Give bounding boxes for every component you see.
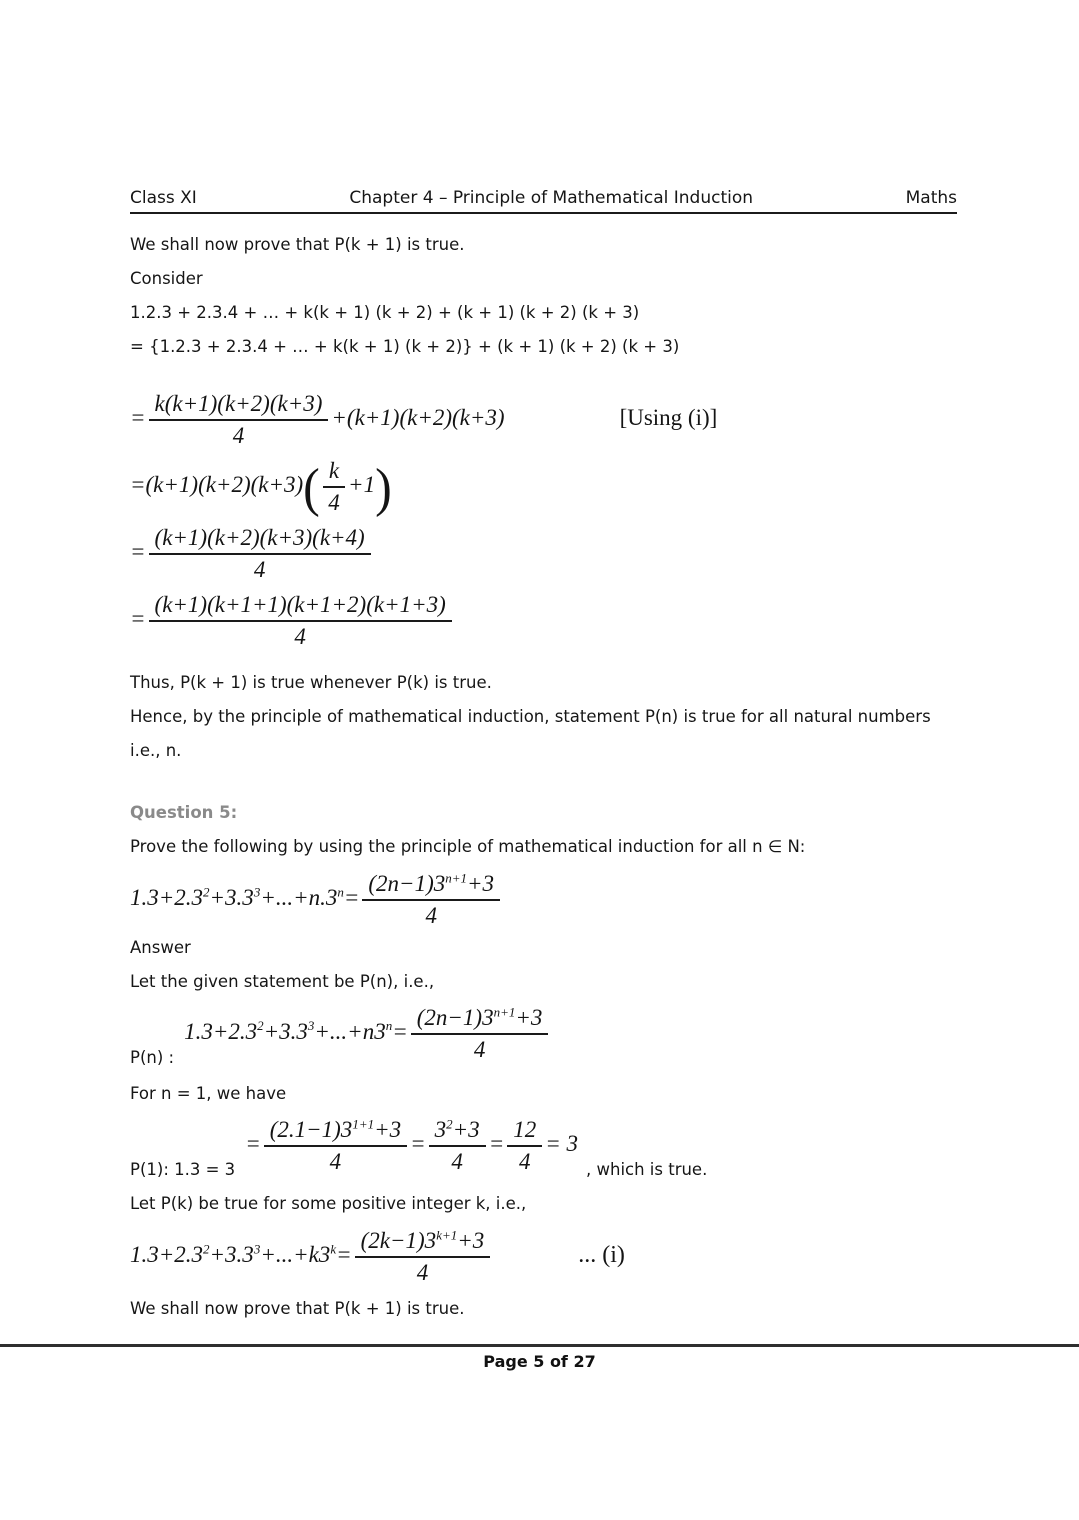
numerator-part-1: (2n−1)3: [416, 1005, 494, 1030]
equation-a3-lhs: =: [130, 538, 146, 564]
fraction: [355, 1227, 491, 1286]
using-reference: [Using (i)]: [619, 404, 718, 430]
q5-term-3: +...+n.3: [260, 884, 338, 910]
numerator-part-1: (2k−1)3: [360, 1228, 437, 1253]
eqi-term-3: +...+k3: [260, 1241, 331, 1267]
numerator-part-1: 3: [434, 1117, 447, 1142]
equation-block-q4: [130, 390, 957, 650]
equation-a2: =(k+1)(k+2)(k+3)( $\frac{k}{4}$ +1): [130, 456, 392, 517]
fraction-denominator: 4: [518, 1149, 531, 1174]
pn-sup-2: 3: [307, 1018, 315, 1034]
header-chapter-title: Chapter 4 – Principle of Mathematical Induction: [349, 188, 754, 208]
equation-a1: [130, 390, 957, 449]
eqi-term-1: 1.3+2.3: [130, 1241, 204, 1267]
numerator-part-2: +3: [467, 871, 495, 896]
pn-term-2: +3.3: [263, 1018, 308, 1044]
equation-i: [130, 1227, 957, 1286]
footer-divider: [0, 1344, 1079, 1347]
equation-a2-inner-tail: +1: [348, 471, 376, 497]
eqi-sup-3: k: [330, 1241, 337, 1257]
question-5-formula: [130, 870, 957, 929]
fraction: [411, 1004, 549, 1063]
q5-lhs: [130, 885, 359, 910]
equation-i-reference: ... (i): [578, 1241, 625, 1268]
fraction: [323, 457, 345, 516]
fraction-denominator: 4: [253, 557, 266, 582]
paragraph-for-n1: For n = 1, we have: [130, 1084, 287, 1103]
fraction-denominator: 4: [451, 1149, 463, 1174]
p1-label: P(1): 1.3 = 3: [130, 1160, 236, 1179]
fraction-denominator: 4: [328, 490, 340, 515]
page-number: Page 5 of 27: [483, 1352, 596, 1371]
paragraph-prove-top: We shall now prove that P(k + 1) is true.: [130, 235, 465, 254]
equals-sign: =: [343, 884, 360, 910]
q5-sup-1: 2: [203, 884, 210, 900]
header-class-label: Class XI: [130, 188, 197, 208]
fraction: [149, 390, 329, 449]
fraction-denominator: 4: [294, 624, 306, 649]
pn-sup-1: 2: [257, 1018, 264, 1034]
fraction-numerator: k(k+1)(k+2)(k+3): [149, 390, 329, 421]
equals-result: = 3: [545, 1130, 578, 1156]
paragraph-series-2: = {1.2.3 + 2.3.4 + … + k(k + 1) (k + 2)} + (k + 1) (k + 2) (k + 3): [130, 337, 680, 356]
equals-sign: =: [245, 1130, 261, 1156]
paragraph-thus: Thus, P(k + 1) is true whenever P(k) is true.: [130, 673, 492, 692]
paragraph-let-pk: Let P(k) be true for some positive integer k, i.e.,: [130, 1194, 527, 1213]
fraction-denominator: 4: [425, 903, 437, 928]
paragraph-series-1: 1.2.3 + 2.3.4 + … + k(k + 1) (k + 2) + (k + 1) (k + 2) (k + 3): [130, 303, 640, 322]
q5-term-1: 1.3+2.3: [130, 884, 204, 910]
numerator-sup: 1+1: [352, 1116, 375, 1132]
numerator-sup: n+1: [445, 870, 468, 886]
fraction-numerator: k: [323, 457, 345, 488]
numerator-part-1: (2.1−1)3: [269, 1117, 353, 1142]
p1-math: [245, 1116, 578, 1175]
page-header: [130, 188, 957, 214]
fraction-numerator: (k+1)(k+2)(k+3)(k+4): [149, 524, 371, 555]
equation-a4: [130, 591, 957, 650]
question-5-heading: Question 5:: [130, 803, 238, 822]
fraction-numerator: [411, 1004, 549, 1035]
numerator-part-2: +3: [374, 1117, 402, 1142]
fraction: [362, 870, 500, 929]
fraction: [507, 1116, 542, 1175]
numerator-sup: n+1: [493, 1004, 516, 1020]
numerator-part-2: +3: [515, 1005, 543, 1030]
equals-sign: =: [488, 1130, 505, 1156]
equals-sign: =: [410, 1130, 426, 1156]
pn-statement-row: [130, 1003, 957, 1075]
answer-label: Answer: [130, 938, 191, 957]
numerator-part-1: (2n−1)3: [368, 871, 446, 896]
eqi-lhs: [130, 1242, 352, 1267]
fraction: [149, 524, 371, 583]
numerator-sup: k+1: [436, 1227, 458, 1243]
fraction-denominator: 4: [473, 1037, 486, 1062]
numerator-sup: 2: [446, 1116, 453, 1132]
fraction: [264, 1116, 407, 1175]
fraction-denominator: 4: [329, 1149, 342, 1174]
paragraph-prove-bottom: We shall now prove that P(k + 1) is true.: [130, 1299, 465, 1318]
equation-a1-lhs: =: [130, 404, 146, 430]
header-subject-label: Maths: [905, 188, 957, 208]
pn-term-1: 1.3+2.3: [184, 1018, 258, 1044]
equation-a2-lhs: =(k+1)(k+2)(k+3): [130, 471, 304, 497]
equation-a1-tail: +(k+1)(k+2)(k+3): [331, 404, 505, 430]
question-5-prompt: Prove the following by using the principle of mathematical induction for all n ∈ N:: [130, 837, 806, 856]
which-is-true-text: , which is true.: [586, 1160, 708, 1179]
pn-label: P(n) :: [130, 1048, 175, 1067]
q5-sup-2: 3: [253, 884, 261, 900]
fraction-denominator: 4: [232, 423, 245, 448]
pn-term-3: +...+n3: [314, 1018, 386, 1044]
fraction-numerator: (k+1)(k+1+1)(k+1+2)(k+1+3): [149, 591, 452, 622]
fraction-numerator: [355, 1227, 491, 1258]
paragraph-let-statement: Let the given statement be P(n), i.e.,: [130, 972, 435, 991]
fraction-numerator: [429, 1116, 486, 1147]
q5-term-2: +3.3: [209, 884, 254, 910]
eqi-sup-1: 2: [203, 1241, 210, 1257]
p1-check-row: [130, 1113, 957, 1187]
paragraph-consider: Consider: [130, 269, 203, 288]
pn-sup-3: n: [385, 1018, 393, 1034]
equation-a4-lhs: =: [130, 605, 146, 631]
pn-formula: [184, 1004, 551, 1063]
equals-sign: =: [392, 1018, 408, 1044]
fraction-numerator: [264, 1116, 407, 1147]
fraction-numerator: [362, 870, 500, 901]
paragraph-hence: Hence, by the principle of mathematical induction, statement P(n) is true for all natural numbers i.e., n.: [130, 707, 931, 760]
fraction: [149, 591, 452, 650]
fraction-denominator: 4: [416, 1260, 429, 1285]
q5-sup-3: n: [337, 884, 344, 900]
equals-sign: =: [336, 1241, 352, 1267]
numerator-part-2: +3: [457, 1228, 485, 1253]
numerator-part-2: +3: [452, 1117, 480, 1142]
eqi-term-2: +3.3: [209, 1241, 254, 1267]
equation-a3: [130, 524, 957, 583]
eqi-sup-2: 3: [253, 1241, 261, 1257]
fraction-numerator: 12: [507, 1116, 542, 1147]
fraction: [429, 1116, 486, 1175]
